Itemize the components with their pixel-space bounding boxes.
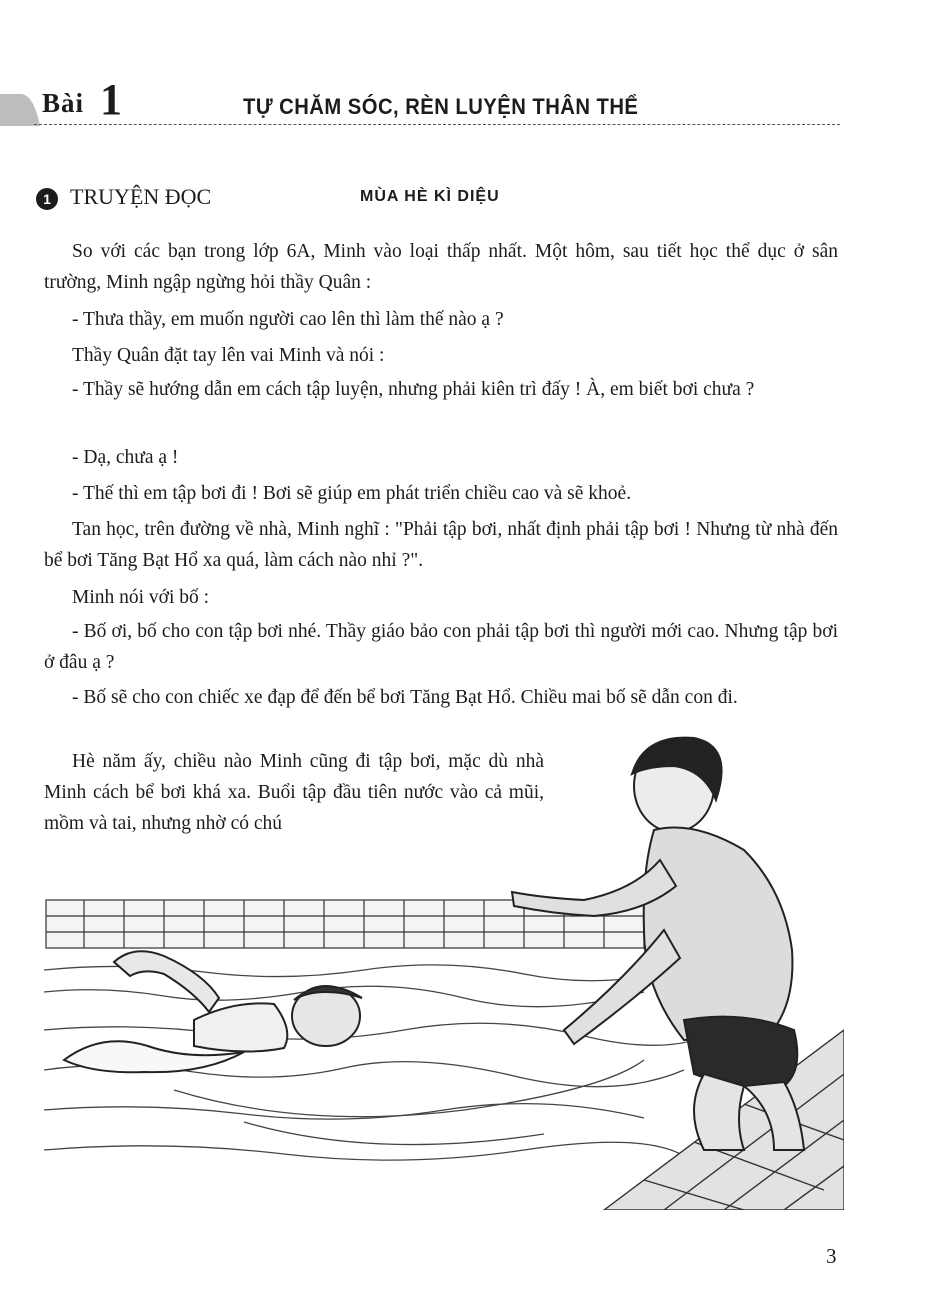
paragraph: So với các bạn trong lớp 6A, Minh vào loại thấp nhất. Một hôm, sau tiết học thể dục ở sân trường, Minh ngập ngừng hỏi thầy Quân : — [44, 241, 838, 293]
lesson-word: Bài — [42, 88, 85, 118]
paragraph: - Thế thì em tập bơi đi ! Bơi sẽ giúp em phát triển chiều cao và sẽ khoẻ. — [72, 483, 632, 504]
lesson-title: TỰ CHĂM SÓC, RÈN LUYỆN THÂN THỂ — [243, 94, 639, 119]
story-title: MÙA HÈ KÌ DIỆU — [360, 188, 500, 205]
paragraph: - Dạ, chưa ạ ! — [72, 447, 179, 468]
paragraph: Minh nói với bố : — [72, 587, 210, 608]
section-label: TRUYỆN ĐỌC — [70, 184, 212, 209]
swimmer-figure — [64, 951, 362, 1072]
paragraph: - Bố sẽ cho con chiếc xe đạp để đến bể bơi Tăng Bạt Hổ. Chiều mai bố sẽ dẫn con đi. — [72, 687, 738, 708]
paragraph: - Bố ơi, bố cho con tập bơi nhé. Thầy giáo bảo con phải tập bơi thì người mới cao. Nhưng tập bơi ở đâu ạ ? — [44, 621, 838, 673]
lesson-header — [0, 72, 840, 128]
paragraph: - Thầy sẽ hướng dẫn em cách tập luyện, nhưng phải kiên trì đấy ! À, em biết bơi chưa ? — [72, 379, 755, 400]
section-bullet: 1 — [36, 188, 58, 210]
paragraph: - Thưa thầy, em muốn người cao lên thì làm thế nào ạ ? — [72, 309, 504, 330]
lesson-number: 1 — [100, 75, 122, 124]
page-number: 3 — [826, 1244, 837, 1268]
paragraph: Thầy Quân đặt tay lên vai Minh và nói : — [72, 345, 385, 366]
swimming-pool-illustration — [44, 730, 844, 1210]
section-heading — [36, 182, 856, 212]
paragraph: Hè năm ấy, chiều nào Minh cũng đi tập bơi, mặc dù nhà Minh cách bể bơi khá xa. Buổi tập đầu tiên nước vào cả mũi, mồm và tai, nhưng nhờ có chú — [44, 751, 544, 834]
paragraph: Tan học, trên đường về nhà, Minh nghĩ : "Phải tập bơi, nhất định phải tập bơi ! Nhưng từ nhà đến bể bơi Tăng Bạt Hổ xa quá, làm cách nào nhỉ ?". — [44, 519, 838, 571]
header-tab-shape — [0, 86, 40, 126]
header-rule — [34, 124, 840, 125]
